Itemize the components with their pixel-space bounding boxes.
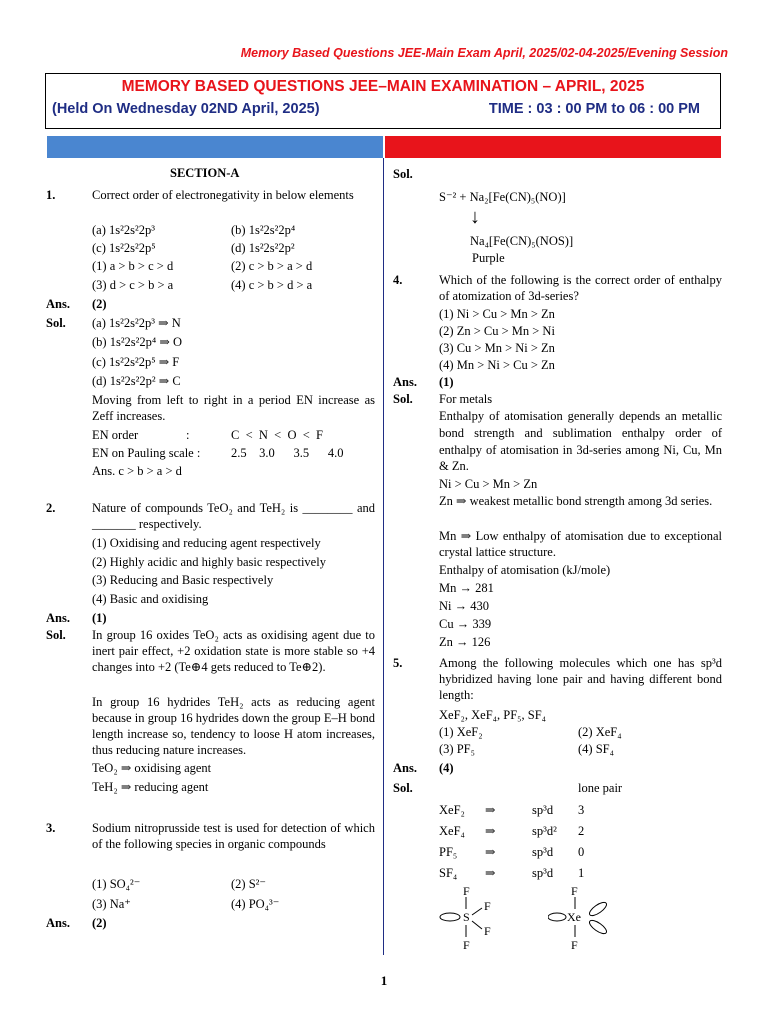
q1-pauling-label: EN on Pauling scale : — [92, 446, 201, 460]
q2-option-3: (3) Reducing and Basic respectively — [92, 573, 274, 587]
q1-number: 1. — [46, 188, 56, 202]
q4-ans-label: Ans. — [393, 375, 417, 389]
q4-option-3: (3) Cu > Mn > Ni > Zn — [439, 341, 555, 355]
q2-option-4: (4) Basic and oxidising — [92, 592, 209, 606]
lone-pair-lobe — [588, 918, 609, 936]
header-session-line: Memory Based Questions JEE-Main Exam April, 2025/02-04-2025/Evening Session — [240, 46, 728, 60]
q5-number: 5. — [393, 656, 403, 670]
q2-sol-result-1: TeO₂ ⇒ oxidising agent — [92, 761, 212, 775]
q3-option-1: (1) SO₄²⁻ — [92, 877, 141, 891]
q1-choice-b: (b) 1s²2s²2p⁴ — [231, 223, 296, 237]
lone-pair-lobe — [588, 900, 609, 918]
q3-ans-label: Ans. — [46, 916, 70, 930]
q3-number: 3. — [46, 821, 56, 835]
sf4-center-atom: S — [463, 910, 470, 924]
q4-answer: (1) — [439, 375, 454, 389]
table-cell-lone-pair: 1 — [578, 866, 585, 880]
q4-sol-zn: Zn ⇒ weakest metallic bond strength among 3d series. — [439, 494, 713, 508]
xef4-f-bottom: F — [571, 938, 578, 952]
q5-lone-pair-header: lone pair — [578, 781, 623, 795]
q1-sol-explanation: Moving from left to right in a period EN increase as Zeff increases. — [92, 393, 375, 423]
q1-sol-line-a: (a) 1s²2s²2p³ ⇒ N — [92, 316, 181, 330]
q1-choice-d: (d) 1s²2s²2p² — [231, 241, 295, 255]
q2-option-2: (2) Highly acidic and highly basic respectively — [92, 555, 326, 569]
q5-option-3: (3) PF₅ — [439, 742, 475, 756]
q1-pauling-values: 2.5 3.0 3.5 4.0 — [231, 446, 344, 460]
q5-stem: Among the following molecules which one has sp³d hybridized having lone pair and having different bond length: — [439, 656, 722, 702]
q5-ans-label: Ans. — [393, 761, 417, 775]
q4-sol-unit: Enthalpy of atomisation (kJ/mole) — [439, 563, 611, 577]
q3-stem: Sodium nitroprusside test is used for detection of which of the following species in organic compounds — [92, 821, 375, 851]
q4-stem: Which of the following is the correct order of enthalpy of atomization of 3d-series? — [439, 273, 722, 303]
q5-option-2: (2) XeF₄ — [578, 725, 622, 739]
table-cell-arrow: ⇒ — [485, 866, 496, 880]
q5-sol-label: Sol. — [393, 781, 413, 795]
q2-answer: (1) — [92, 611, 107, 625]
q3-sol-color: Purple — [472, 251, 505, 265]
q1-sol-line-b: (b) 1s²2s²2p⁴ ⇒ O — [92, 335, 183, 349]
q1-stem: Correct order of electronegativity in below elements — [92, 188, 354, 202]
q4-option-2: (2) Zn > Cu > Mn > Ni — [439, 324, 555, 338]
page-number: 1 — [380, 973, 388, 988]
sf4-f-bottom: F — [463, 938, 470, 952]
q4-value-zn: Zn → 126 — [439, 635, 491, 649]
table-cell-molecule: PF₅ — [439, 845, 458, 859]
table-cell-hybridization: sp³d — [532, 845, 554, 859]
q1-conclusion: Ans. c > b > a > d — [92, 464, 182, 478]
q4-sol-label: Sol. — [393, 392, 413, 406]
table-cell-hybridization: sp³d² — [532, 824, 557, 838]
lone-pair-lobe — [440, 913, 460, 921]
xef4-structure-diagram — [548, 883, 618, 953]
q1-en-order: C < N < O < F — [231, 428, 323, 442]
q4-sol-order: Ni > Cu > Mn > Zn — [439, 477, 538, 491]
table-cell-molecule: XeF₂ — [439, 803, 465, 817]
q3-option-4: (4) PO₄³⁻ — [231, 897, 280, 911]
table-cell-arrow: ⇒ — [485, 845, 496, 859]
q4-sol-intro: For metals — [439, 392, 493, 406]
q1-en-order-label: EN order — [92, 428, 139, 442]
exam-title: MEMORY BASED QUESTIONS JEE–MAIN EXAMINATION – APRIL, 2025 — [121, 78, 645, 95]
q2-stem: Nature of compounds TeO₂ and TeH₂ is ________ and _______ respectively. — [92, 501, 375, 531]
lone-pair-lobe — [548, 913, 566, 921]
q1-sol-line-d: (d) 1s²2s²2p² ⇒ C — [92, 374, 181, 388]
table-cell-arrow: ⇒ — [485, 824, 496, 838]
q3-option-3: (3) Na⁺ — [92, 897, 131, 911]
q2-option-1: (1) Oxidising and reducing agent respectively — [92, 536, 321, 550]
q1-choice-c: (c) 1s²2s²2p⁵ — [92, 241, 156, 255]
q1-sol-label: Sol. — [46, 316, 66, 330]
q4-option-1: (1) Ni > Cu > Mn > Zn — [439, 307, 555, 321]
q1-option-4: (4) c > b > d > a — [231, 278, 313, 292]
table-cell-lone-pair: 3 — [578, 803, 585, 817]
table-cell-molecule: XeF₄ — [439, 824, 465, 838]
q2-ans-label: Ans. — [46, 611, 70, 625]
q5-option-4: (4) SF₄ — [578, 742, 614, 756]
table-cell-hybridization: sp³d — [532, 803, 554, 817]
q3-sol-label: Sol. — [393, 167, 413, 181]
reaction-arrow-icon: ↓ — [470, 206, 480, 228]
sf4-f-top: F — [463, 884, 470, 898]
q1-ans-label: Ans. — [46, 297, 70, 311]
sf4-f-lower-right: F — [484, 924, 491, 938]
q4-number: 4. — [393, 273, 403, 287]
q1-choice-a: (a) 1s²2s²2p³ — [92, 223, 155, 237]
q4-value-ni: Ni → 430 — [439, 599, 489, 613]
q5-option-1: (1) XeF₂ — [439, 725, 483, 739]
table-cell-arrow: ⇒ — [485, 803, 496, 817]
q1-option-3: (3) d > c > b > a — [92, 278, 174, 292]
held-on-date: (Held On Wednesday 02ND April, 2025) — [52, 101, 320, 117]
exam-time: TIME : 03 : 00 PM to 06 : 00 PM — [488, 101, 700, 117]
q5-molecule-list: XeF₂, XeF₄, PF₅, SF₄ — [439, 708, 547, 722]
title-box — [45, 73, 721, 129]
table-cell-molecule: SF₄ — [439, 866, 458, 880]
q5-answer: (4) — [439, 761, 454, 775]
q3-answer: (2) — [92, 916, 107, 930]
q1-option-1: (1) a > b > c > d — [92, 259, 174, 273]
table-cell-lone-pair: 0 — [578, 845, 585, 859]
q4-value-cu: Cu → 339 — [439, 617, 492, 631]
q3-sol-reaction: S⁻² + Na₂[Fe(CN)₅(NO)] — [439, 190, 566, 204]
table-cell-hybridization: sp³d — [532, 866, 554, 880]
q4-sol-mn: Mn ⇒ Low enthalpy of atomisation due to exceptional crystal lattice structure. — [439, 529, 722, 559]
q4-sol-para: Enthalpy of atomisation generally depends an metallic bond strength and sublimation enthalpy order of enthalpy of atomisation in 3d-series among Ni, Cu, Mn & Zn. — [439, 409, 722, 474]
section-heading: SECTION-A — [170, 166, 240, 180]
table-cell-lone-pair: 2 — [578, 824, 585, 838]
q1-answer: (2) — [92, 297, 107, 311]
xef4-f-top: F — [571, 884, 578, 898]
q2-number: 2. — [46, 501, 56, 515]
q3-sol-product: Na₄[Fe(CN)₅(NOS)] — [470, 234, 574, 248]
sf4-structure-diagram — [436, 883, 506, 953]
q2-sol-label: Sol. — [46, 628, 66, 642]
q2-sol-para-2: In group 16 hydrides TeH₂ acts as reducing agent because in group 16 hydrides down the group E–H bond length increase so, tendency to loose H atom increases, thus reducing nature increases. — [92, 695, 375, 757]
right-color-bar — [385, 136, 721, 158]
xef4-center-atom: Xe — [567, 910, 581, 924]
q1-en-order-colon: : — [186, 428, 190, 442]
q1-option-2: (2) c > b > a > d — [231, 259, 313, 273]
q2-sol-para-1: In group 16 oxides TeO₂ acts as oxidising agent due to inert pair effect, +2 oxidation state is more stable so +4 changes into +2 (Te⊕4 gets reduced to Te⊕2). — [92, 628, 375, 674]
q3-option-2: (2) S²⁻ — [231, 877, 266, 891]
sf4-f-upper-right: F — [484, 899, 491, 913]
column-divider — [383, 158, 384, 955]
q2-sol-result-2: TeH₂ ⇒ reducing agent — [92, 780, 209, 794]
left-color-bar — [47, 136, 383, 158]
q4-value-mn: Mn → 281 — [439, 581, 494, 595]
q1-sol-line-c: (c) 1s²2s²2p⁵ ⇒ F — [92, 355, 180, 369]
q4-option-4: (4) Mn > Ni > Cu > Zn — [439, 358, 555, 372]
